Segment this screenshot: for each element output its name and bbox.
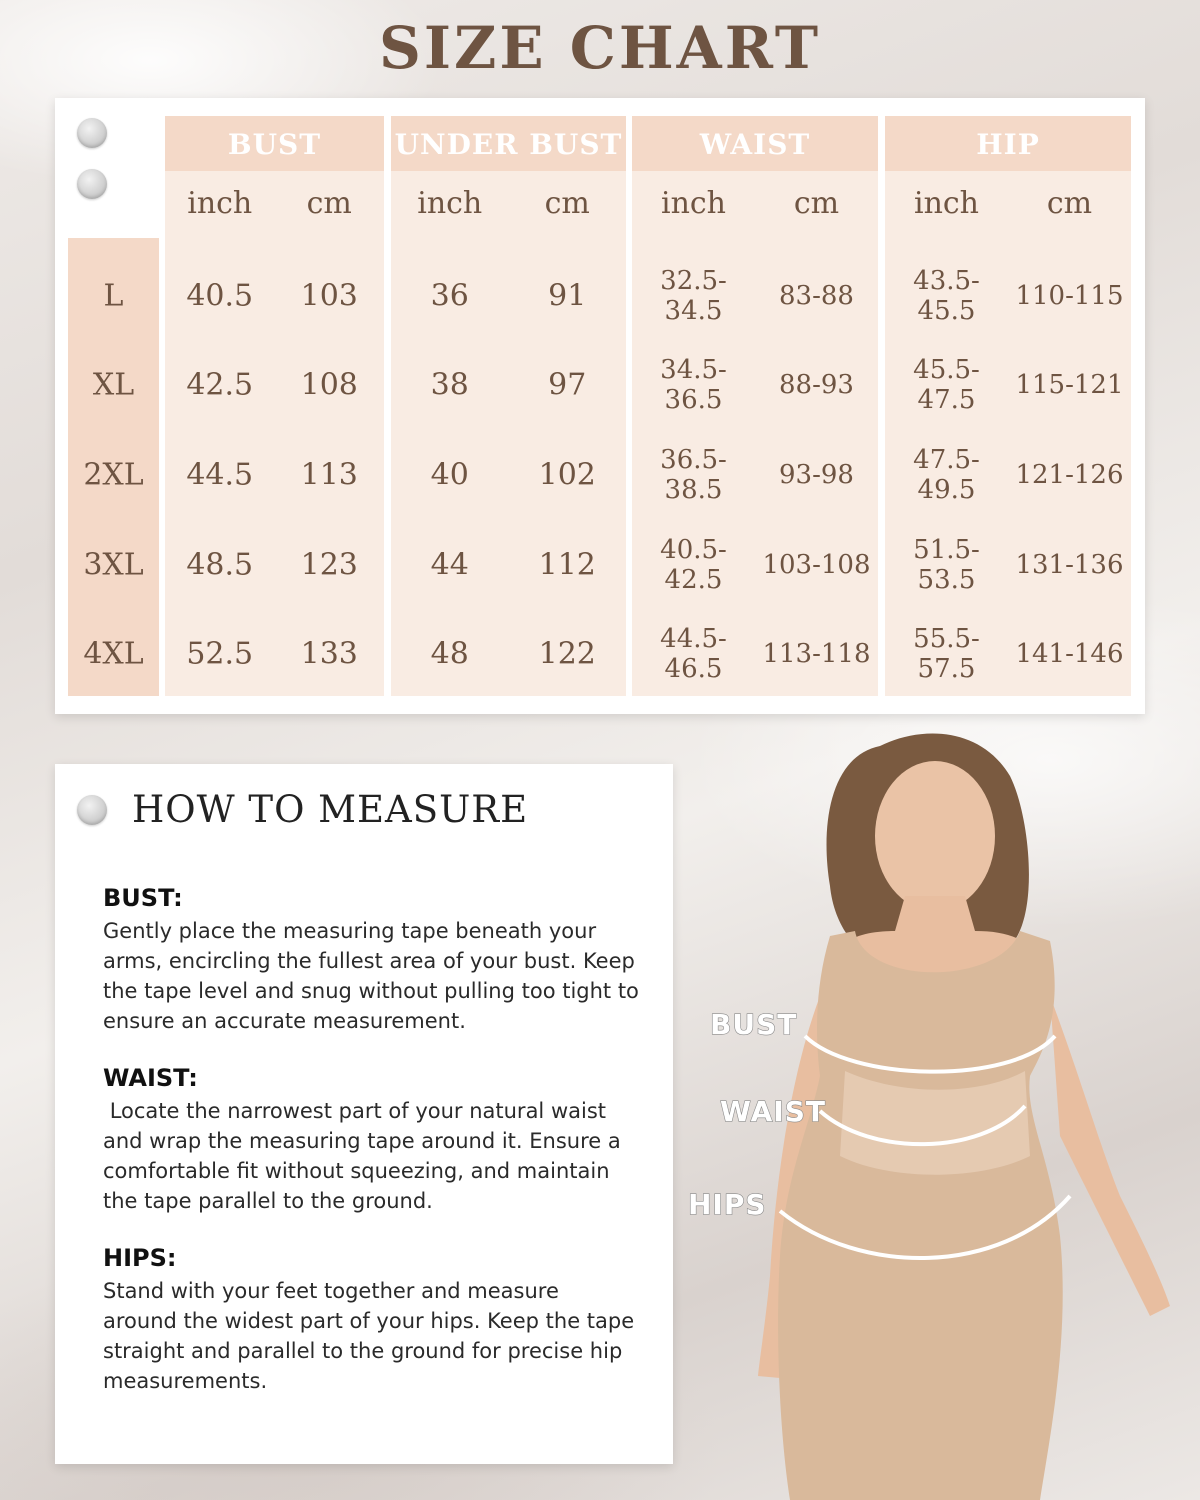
waist-inch-cell: 36.5-38.5 [660, 445, 727, 505]
waist-cm-cell: 113-118 [762, 639, 871, 669]
waist-cm-cell: 93-98 [779, 460, 854, 490]
under-bust-header: UNDER BUST [391, 116, 626, 171]
bust-inch-cell: 48.5 [186, 547, 254, 583]
hip-header: HIP [885, 116, 1131, 171]
bust-cm-cell: 113 [300, 457, 358, 493]
waist-figure-label: WAIST [720, 1095, 826, 1128]
waist-inch-cell: 32.5-34.5 [660, 266, 727, 326]
unit-inch: inch [913, 186, 980, 221]
hip-group [885, 116, 1131, 696]
unit-inch: inch [187, 186, 253, 221]
bust-heading: BUST: [103, 884, 183, 912]
bust-group [165, 116, 384, 696]
under-bust-cm-cell: 91 [548, 278, 587, 314]
hip-cm-cell: 141-146 [1015, 639, 1124, 669]
size-label: 4XL [83, 636, 144, 672]
size-chart-table [55, 98, 1145, 714]
waist-inch-cell: 40.5-42.5 [660, 535, 727, 595]
hip-inch-cell: 43.5-45.5 [913, 266, 980, 326]
model-illustration [680, 716, 1200, 1500]
hips-text: Stand with your feet together and measure around the widest part of your hips. Keep the tape straight and parallel to the ground for precise hip measurements. [103, 1279, 635, 1393]
dress-shape [778, 931, 1063, 1500]
bust-figure-label: BUST [710, 1008, 798, 1041]
hip-cm-cell: 115-121 [1015, 370, 1124, 400]
hip-cm-cell: 110-115 [1015, 281, 1124, 311]
face-shape [875, 761, 995, 911]
waist-instructions [103, 1064, 648, 1216]
size-label: 3XL [83, 547, 144, 583]
hip-inch-cell: 51.5-53.5 [913, 535, 980, 595]
hips-instructions [103, 1244, 648, 1396]
decorative-dot [77, 169, 107, 199]
waist-cm-cell: 103-108 [762, 550, 871, 580]
under-bust-cm-cell: 112 [538, 547, 596, 583]
waist-inch-cell: 34.5-36.5 [660, 355, 727, 415]
under-bust-inch-cell: 48 [430, 636, 469, 672]
under-bust-cm-cell: 122 [538, 636, 596, 672]
under-bust-group [391, 116, 626, 696]
bust-text: Gently place the measuring tape beneath your arms, encircling the fullest area of your bust. Keep the tape level and snug without pulling too tight to ensure an accurate measurement. [103, 919, 639, 1033]
page-title: SIZE CHART [378, 14, 822, 82]
waist-cm-cell: 83-88 [779, 281, 854, 311]
under-bust-inch-cell: 36 [430, 278, 469, 314]
under-bust-cm-cell: 102 [538, 457, 596, 493]
unit-cm: cm [306, 186, 352, 221]
decorative-dot [77, 118, 107, 148]
unit-cm: cm [793, 186, 840, 221]
waist-inch-cell: 44.5-46.5 [660, 624, 727, 684]
waist-text: Locate the narrowest part of your natural waist and wrap the measuring tape around it. Ensure a comfortable fit without squeezing, and maintain the tape parallel to the ground. [103, 1099, 621, 1213]
under-bust-inch-cell: 40 [430, 457, 469, 493]
size-label: XL [92, 367, 135, 403]
unit-inch: inch [417, 186, 483, 221]
unit-inch: inch [660, 186, 727, 221]
hip-cm-cell: 131-136 [1015, 550, 1124, 580]
size-label: 2XL [83, 457, 144, 493]
bust-inch-cell: 52.5 [186, 636, 254, 672]
bust-instructions [103, 884, 648, 1036]
waist-group [632, 116, 878, 696]
hip-inch-cell: 55.5-57.5 [913, 624, 980, 684]
waist-header: WAIST [632, 116, 878, 171]
under-bust-inch-cell: 44 [430, 547, 469, 583]
bust-inch-cell: 44.5 [186, 457, 254, 493]
bust-cm-cell: 133 [300, 636, 358, 672]
under-bust-cm-cell: 97 [548, 367, 587, 403]
hips-heading: HIPS: [103, 1244, 177, 1272]
bust-inch-cell: 42.5 [186, 367, 254, 403]
how-to-measure-card [55, 764, 673, 1464]
waist-heading: WAIST: [103, 1064, 198, 1092]
bust-header: BUST [165, 116, 384, 171]
decorative-dot [77, 795, 107, 825]
bust-cm-cell: 123 [300, 547, 358, 583]
hip-inch-cell: 45.5-47.5 [913, 355, 980, 415]
right-arm [1050, 996, 1170, 1316]
bust-cm-cell: 108 [300, 367, 358, 403]
hip-cm-cell: 121-126 [1015, 460, 1124, 490]
unit-cm: cm [544, 186, 590, 221]
waist-cm-cell: 88-93 [779, 370, 854, 400]
size-column [68, 238, 159, 696]
under-bust-inch-cell: 38 [430, 367, 469, 403]
hips-figure-label: HIPS [688, 1188, 767, 1221]
size-label: L [103, 278, 124, 314]
bust-cm-cell: 103 [300, 278, 358, 314]
how-to-measure-title: HOW TO MEASURE [132, 788, 529, 831]
hip-inch-cell: 47.5-49.5 [913, 445, 980, 505]
bust-inch-cell: 40.5 [186, 278, 254, 314]
unit-cm: cm [1046, 186, 1093, 221]
